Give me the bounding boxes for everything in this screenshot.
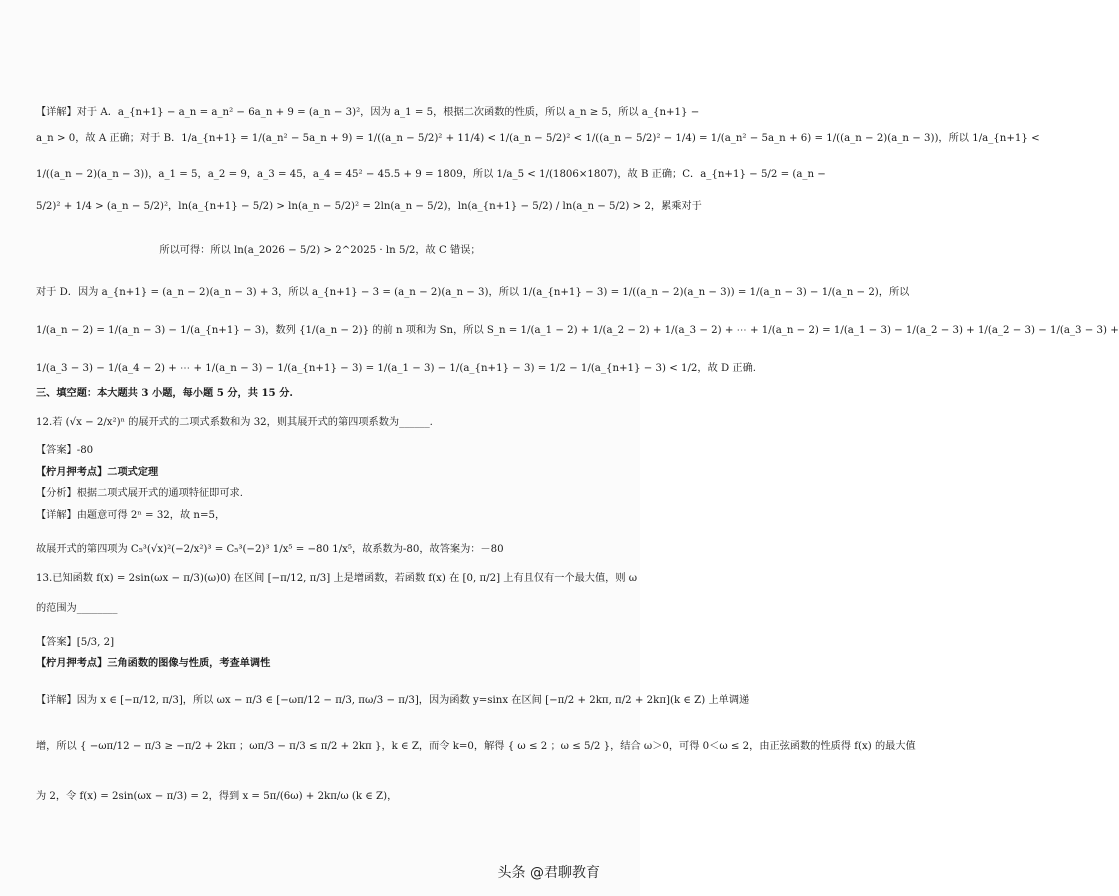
detail-12: 【详解】由题意可得 2ⁿ = 32，故 n=5， <box>36 510 226 521</box>
question-12: 12.若 (√x − 2/x²)ⁿ 的展开式的二项式系数和为 32，则其展开式的第四项系数为______. <box>36 417 433 428</box>
detail-13-end: 为 2，令 f(x) = 2sin(ωx − π/3) = 2，得到 x = 5π/(6ω) + 2kπ/ω (k ∈ Z)， <box>36 791 398 802</box>
text-line: 1/((a_n − 2)(a_n − 3))，a_1 = 5，a_2 = 9，a_3 = 45，a_4 = 45² − 45.5 + 9 = 1809，所以 1/a_5 < 1/(1806×1807)，故 B 正确；C．a_{n+1} − 5/2 = (a_n − <box>36 169 826 180</box>
text-line: 1/(a_3 − 3) − 1/(a_4 − 2) + ⋯ + 1/(a_n − 3) − 1/(a_{n+1} − 3) = 1/(a_1 − 3) − 1/(a_{n+1} − 3) = 1/2 − 1/(a_{n+1} − 3) < 1/2，故 D 正确. <box>36 363 757 374</box>
question-13-cont: 的范围为________ <box>36 603 118 614</box>
question-13: 13.已知函数 f(x) = 2sin(ωx − π/3)(ω)0) 在区间 [−π/12, π/3] 上是增函数，若函数 f(x) 在 [0, π/2] 上有且仅有一个最大值，则 ω <box>36 573 638 584</box>
detail-13-cont: 增，所以 { −ωπ/12 − π/3 ≥ −π/2 + 2kπ ；ωπ/3 − π/3 ≤ π/2 + 2kπ }，k ∈ Z，而令 k=0，解得 { ω ≤ 2 ；ω ≤ 5/2 }，结合 ω＞0，可得 0＜ω ≤ 2，由正弦函数的性质得 f(x) 的最大值 <box>36 741 916 752</box>
detail-13: 【详解】因为 x ∈ [−π/12, π/3]，所以 ωx − π/3 ∈ [−ωπ/12 − π/3, πω/3 − π/3]，因为函数 y=sinx 在区间 [−π/2 + 2kπ, π/2 + 2kπ](k ∈ Z) 上单调递 <box>36 695 750 706</box>
text-line: 5/2)² + 1/4 > (a_n − 5/2)²，ln(a_{n+1} − 5/2) > ln(a_n − 5/2)² = 2ln(a_n − 5/2)，ln(a_{n+1} − 5/2) / ln(a_n − 5/2) > 2，累乘对于 <box>36 201 702 212</box>
section-heading: 三、填空题：本大题共 3 小题，每小题 5 分，共 15 分. <box>36 387 293 399</box>
text-line: 【详解】对于 A．a_{n+1} − a_n = a_n² − 6a_n + 9 = (a_n − 3)²，因为 a_1 = 5，根据二次函数的性质，所以 a_n ≥ 5，所以 a_{n+1} − <box>36 107 700 118</box>
answer-12: 【答案】-80 <box>36 445 94 456</box>
text-line: 对于 D．因为 a_{n+1} = (a_n − 2)(a_n − 3) + 3，所以 a_{n+1} − 3 = (a_n − 2)(a_n − 3)，所以 1/(a_{n+1} − 3) = 1/((a_n − 2)(a_n − 3)) = 1/(a_n − 3) − 1/(a_n − 2)，所以 <box>36 287 910 298</box>
text-line: 所以可得：所以 ln(a_2026 − 5/2) > 2^2025 · ln 5/2，故 C 错误； <box>159 245 481 256</box>
analysis-12: 【分析】根据二项式展开式的通项特征即可求. <box>36 488 243 499</box>
topic-12: 【柠月押考点】二项式定理 <box>36 466 159 478</box>
topic-13: 【柠月押考点】三角函数的图像与性质，考查单调性 <box>36 657 271 669</box>
text-line: a_n > 0，故 A 正确；对于 B．1/a_{n+1} = 1/(a_n² − 5a_n + 9) = 1/((a_n − 5/2)² + 11/4) < 1/(a_n − 5/2)² < 1/((a_n − 5/2)² − 1/4) = 1/(a_n² − 5a_n + 6) = 1/((a_n − 2)(a_n − 3))，所以 1/a_{n+1} < <box>36 133 1040 144</box>
answer-13: 【答案】[5/3, 2] <box>36 637 115 648</box>
watermark: 头条 @君聊教育 <box>497 865 600 881</box>
text-line: 1/(a_n − 2) = 1/(a_n − 3) − 1/(a_{n+1} − 3)，数列 {1/(a_n − 2)} 的前 n 项和为 Sn，所以 S_n = 1/(a_1 − 2) + 1/(a_2 − 2) + 1/(a_3 − 2) + ⋯ + 1/(a_n − 2) = 1/(a_1 − 3) − 1/(a_2 − 3) + 1/(a_2 − 3) − 1/(a_3 − 3) + <box>36 325 1119 336</box>
detail-12-cont: 故展开式的第四项为 C₅³(√x)²(−2/x²)³ = C₅³(−2)³ 1/x⁵ = −80 1/x⁵，故系数为-80，故答案为：－80 <box>36 544 504 555</box>
